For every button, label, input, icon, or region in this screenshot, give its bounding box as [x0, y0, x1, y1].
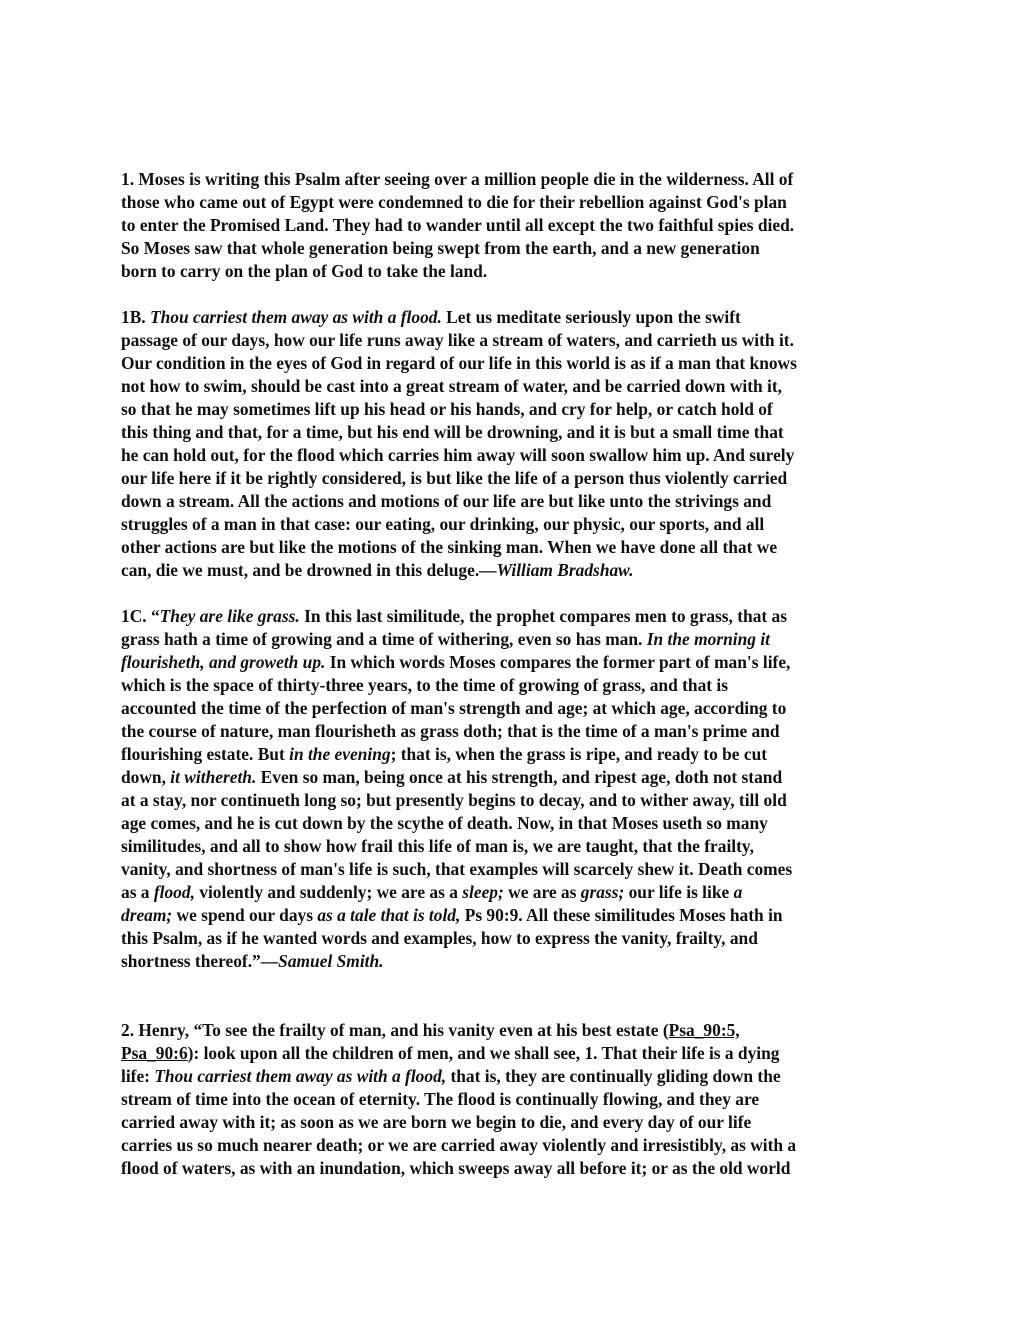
- italic-text: Samuel Smith.: [278, 951, 384, 971]
- text-run: flourishing estate. But: [121, 744, 290, 764]
- text-line: [121, 812, 911, 835]
- text-run: Our condition in the eyes of God in regard of our life in this world is as if a man that knows: [121, 353, 797, 373]
- text-line: [121, 1088, 911, 1111]
- text-line: [121, 398, 911, 421]
- text-line: [121, 651, 911, 674]
- text-run: violently and suddenly; we are as a: [194, 882, 463, 902]
- italic-text: grass;: [580, 882, 625, 902]
- text-run: the course of nature, man flourisheth as grass doth; that is the time of a man's prime and: [121, 721, 780, 741]
- text-line: [121, 1134, 911, 1157]
- text-line: [121, 835, 911, 858]
- text-run: similitudes, and all to show how frail this life of man is, we are taught, that the frailty,: [121, 836, 754, 856]
- text-line: [121, 1065, 911, 1088]
- text-run: carries us so much nearer death; or we are carried away violently and irresistibly, as with a: [121, 1135, 797, 1155]
- text-line: [121, 881, 911, 904]
- text-run: shortness thereof.”—: [121, 951, 279, 971]
- text-run: other actions are but like the motions of the sinking man. When we have done all that we: [121, 537, 778, 557]
- text-run: grass hath a time of growing and a time of withering, even so has man.: [121, 629, 647, 649]
- text-run: Even so man, being once at his strength, and ripest age, doth not stand: [256, 767, 783, 787]
- italic-text: a: [733, 882, 743, 902]
- text-line: [121, 720, 911, 743]
- text-run: we spend our days: [172, 905, 318, 925]
- text-run: Ps 90:9. All these similitudes Moses hath in: [460, 905, 783, 925]
- text-run: 2. Henry, “To see the frailty of man, and his vanity even at his best estate (: [121, 1020, 669, 1040]
- scripture-reference-link[interactable]: Psa_90:6: [121, 1043, 188, 1063]
- text-run: to enter the Promised Land. They had to wander until all except the two faithful spies died.: [121, 215, 795, 235]
- text-line: [121, 697, 911, 720]
- italic-text: it withereth.: [170, 767, 257, 787]
- text-line: [121, 605, 911, 628]
- italic-text: flood,: [153, 882, 195, 902]
- paragraph-gap: [121, 283, 911, 306]
- paragraph-1b: [121, 306, 911, 582]
- text-run: ; that is, when the grass is ripe, and ready to be cut: [390, 744, 768, 764]
- text-line: [121, 950, 911, 973]
- text-line: [121, 191, 911, 214]
- text-run: that is, they are continually gliding down the: [446, 1066, 781, 1086]
- text-line: [121, 467, 911, 490]
- text-line: [121, 674, 911, 697]
- text-line: [121, 329, 911, 352]
- italic-text: In the morning it: [646, 629, 770, 649]
- text-run: carried away with it; as soon as we are born we begin to die, and every day of our life: [121, 1112, 752, 1132]
- text-run: our life here if it be rightly considered, is but like the life of a person thus violently carried: [121, 468, 788, 488]
- italic-text: as a tale that is told,: [317, 905, 461, 925]
- text-line: [121, 513, 911, 536]
- text-run: this thing and that, for a time, but his end will be drowning, and it is but a small time that: [121, 422, 784, 442]
- text-run: accounted the time of the perfection of man's strength and age; at which age, according to: [121, 698, 787, 718]
- paragraph-2: [121, 1019, 911, 1180]
- text-run: In which words Moses compares the former part of man's life,: [325, 652, 791, 672]
- text-run: which is the space of thirty-three years, to the time of growing of grass, and that is: [121, 675, 728, 695]
- text-run: he can hold out, for the flood which carries him away will soon swallow him up. And surely: [121, 445, 795, 465]
- text-run: flood of waters, as with an inundation, which sweeps away all before it; or as the old world: [121, 1158, 791, 1178]
- text-line: [121, 214, 911, 237]
- text-line: [121, 536, 911, 559]
- text-line: [121, 743, 911, 766]
- text-line: [121, 927, 911, 950]
- italic-text: Thou carriest them away as with a flood,: [154, 1066, 447, 1086]
- italic-text: flourisheth, and groweth up.: [121, 652, 326, 672]
- text-run: down a stream. All the actions and motions of our life are but like unto the strivings and: [121, 491, 772, 511]
- text-run: passage of our days, how our life runs away like a stream of waters, and carrieth us with it.: [121, 330, 794, 350]
- italic-text: William Bradshaw.: [496, 560, 634, 580]
- text-run: stream of time into the ocean of eternity. The flood is continually flowing, and they are: [121, 1089, 760, 1109]
- text-line: [121, 1111, 911, 1134]
- text-run: so that he may sometimes lift up his head or his hands, and cry for help, or catch hold of: [121, 399, 773, 419]
- text-run: at a stay, nor continueth long so; but presently begins to decay, and to wither away, till old: [121, 790, 787, 810]
- text-line: [121, 444, 911, 467]
- text-run: down,: [121, 767, 171, 787]
- text-line: [121, 1157, 911, 1180]
- text-line: [121, 904, 911, 927]
- text-line: [121, 628, 911, 651]
- text-line: [121, 168, 911, 191]
- text-line: [121, 490, 911, 513]
- text-line: [121, 789, 911, 812]
- text-line: [121, 306, 911, 329]
- paragraph-1: [121, 168, 911, 283]
- paragraph-gap: [121, 582, 911, 605]
- text-run: vanity, and shortness of man's life is such, that examples will scarcely shew it. Death comes: [121, 859, 793, 879]
- text-run: In this last similitude, the prophet compares men to grass, that as: [299, 606, 788, 626]
- text-run: struggles of a man in that case: our eating, our drinking, our physic, our sports, and all: [121, 514, 765, 534]
- text-line: [121, 766, 911, 789]
- text-line: [121, 1019, 911, 1042]
- text-run: born to carry on the plan of God to take the land.: [121, 261, 488, 281]
- italic-text: They are like grass.: [159, 606, 300, 626]
- text-line: [121, 1042, 911, 1065]
- text-run: Let us meditate seriously upon the swift: [441, 307, 741, 327]
- document-page: [121, 168, 911, 1180]
- text-run: 1B.: [121, 307, 150, 327]
- text-line: [121, 237, 911, 260]
- text-run: can, die we must, and be drowned in this deluge.—: [121, 560, 497, 580]
- scripture-reference-link[interactable]: Psa_90:5,: [668, 1020, 740, 1040]
- text-line: [121, 858, 911, 881]
- text-line: [121, 375, 911, 398]
- text-run: life:: [121, 1066, 155, 1086]
- italic-text: in the evening: [289, 744, 391, 764]
- text-run: age comes, and he is cut down by the scythe of death. Now, in that Moses useth so many: [121, 813, 768, 833]
- text-line: [121, 421, 911, 444]
- text-run: 1. Moses is writing this Psalm after seeing over a million people die in the wilderness. All of: [121, 169, 794, 189]
- text-run: ): look upon all the children of men, and we shall see, 1. That their life is a dying: [187, 1043, 780, 1063]
- italic-text: dream;: [121, 905, 173, 925]
- italic-text: Thou carriest them away as with a flood.: [150, 307, 442, 327]
- text-run: 1C. “: [121, 606, 160, 626]
- text-run: we are as: [503, 882, 581, 902]
- text-run: as a: [121, 882, 154, 902]
- text-run: So Moses saw that whole generation being swept from the earth, and a new generation: [121, 238, 760, 258]
- text-run: those who came out of Egypt were condemned to die for their rebellion against God's plan: [121, 192, 787, 212]
- text-line: [121, 352, 911, 375]
- text-run: our life is like: [624, 882, 734, 902]
- text-run: not how to swim, should be cast into a great stream of water, and be carried down with it,: [121, 376, 782, 396]
- paragraph-1c: [121, 605, 911, 973]
- text-line: [121, 559, 911, 582]
- italic-text: sleep;: [462, 882, 504, 902]
- text-run: this Psalm, as if he wanted words and examples, how to express the vanity, frailty, and: [121, 928, 758, 948]
- paragraph-gap: [121, 973, 911, 1019]
- text-line: [121, 260, 911, 283]
